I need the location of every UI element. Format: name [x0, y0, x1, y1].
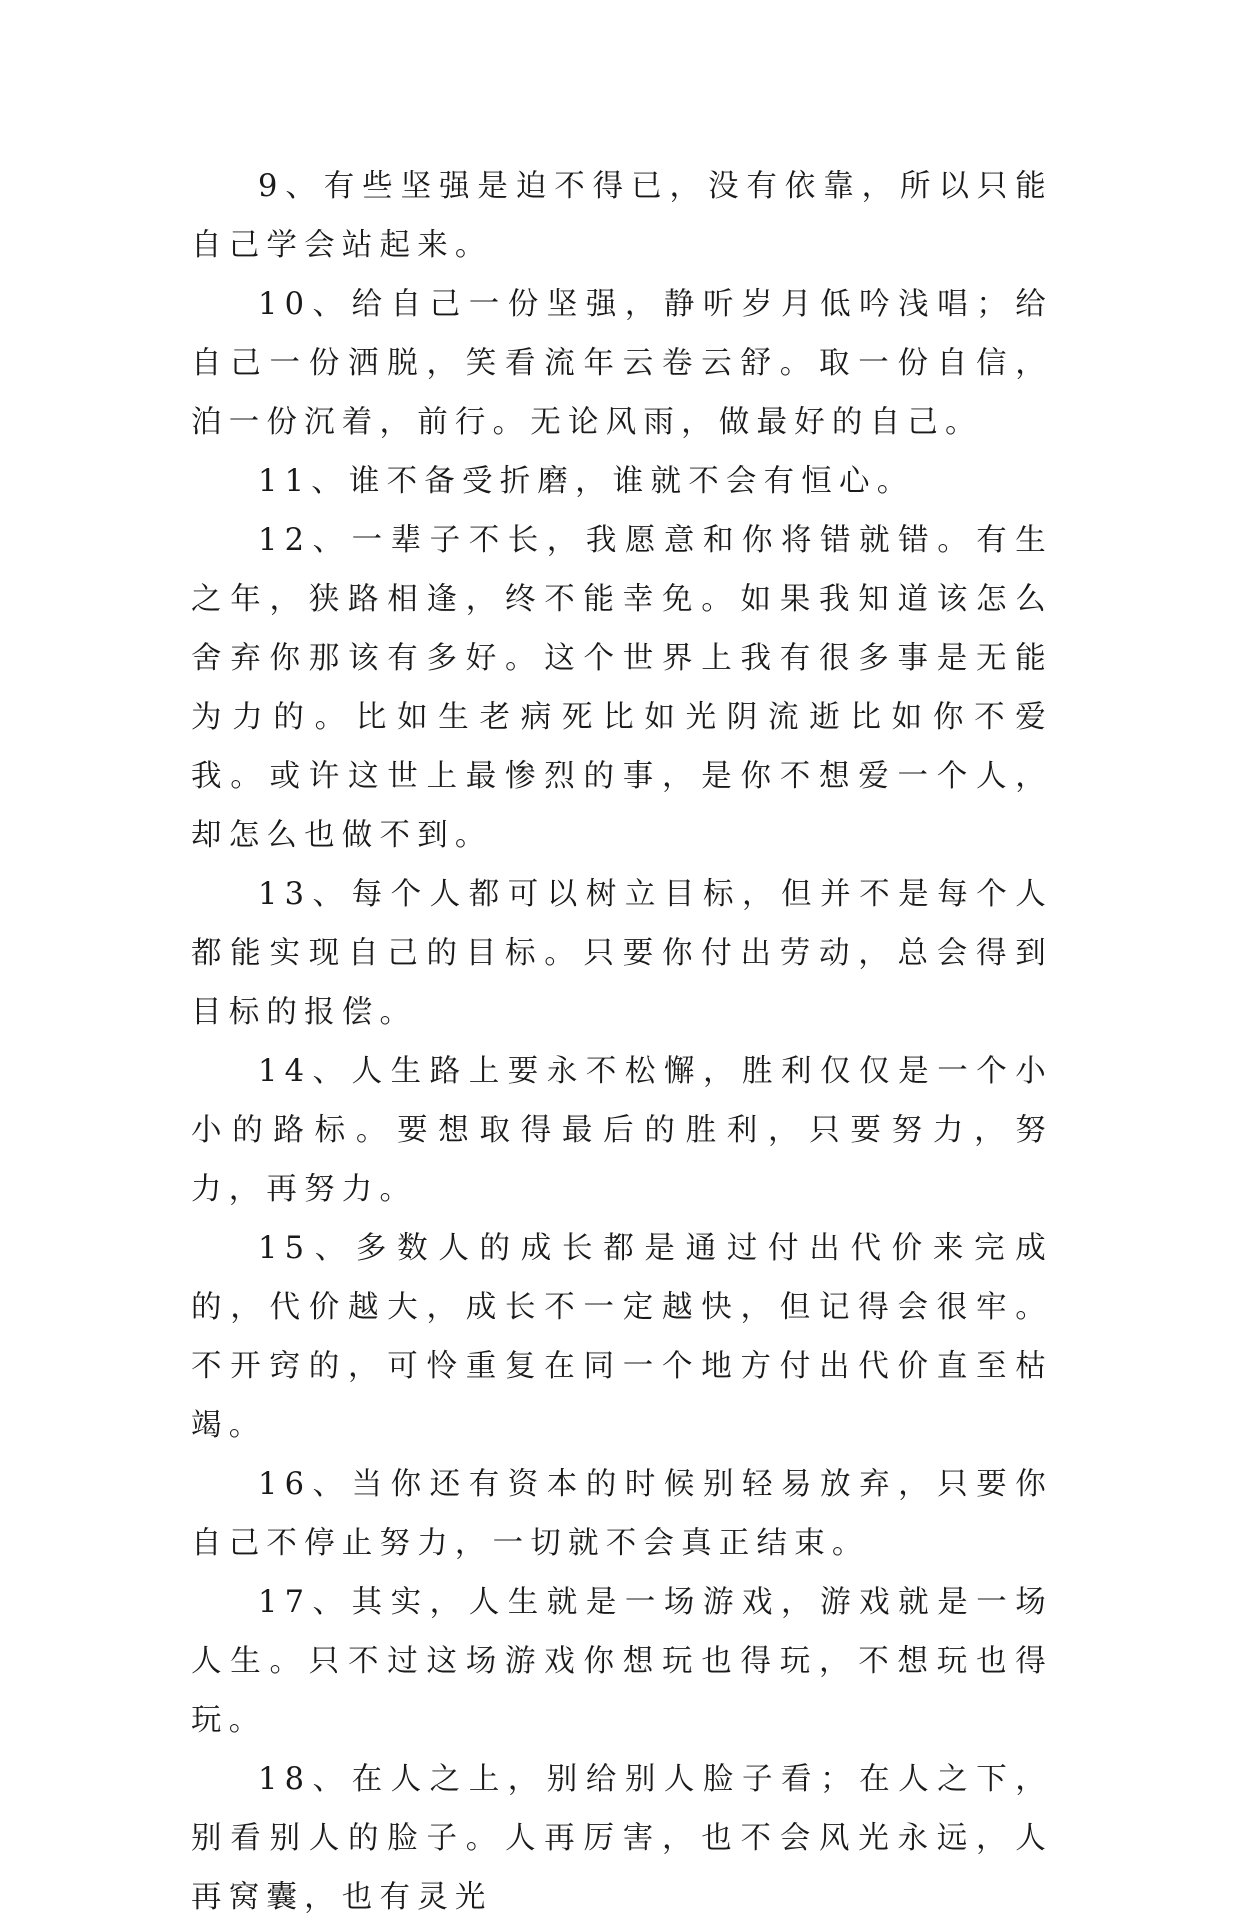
paragraph-16: 16、当你还有资本的时候别轻易放弃，只要你自己不停止努力，一切就不会真正结束。 — [191, 1467, 1053, 1561]
paragraph-10: 10、给自己一份坚强，静听岁月低吟浅唱；给自己一份洒脱，笑看流年云卷云舒。取一份自信，泊一份沉着，前行。无论风雨，做最好的自己。 — [191, 287, 1053, 440]
paragraph-14: 14、人生路上要永不松懈，胜利仅仅是一个小小的路标。要想取得最后的胜利，只要努力，努力，再努力。 — [191, 1054, 1053, 1207]
paragraph-11: 11、谁不备受折磨，谁就不会有恒心。 — [258, 464, 915, 499]
paragraph-13: 13、每个人都可以树立目标，但并不是每个人都能实现自己的目标。只要你付出劳动，总会得到目标的报偿。 — [191, 877, 1053, 1030]
paragraph-12: 12、一辈子不长，我愿意和你将错就错。有生之年，狭路相逢，终不能幸免。如果我知道该怎么舍弃你那该有多好。这个世界上我有很多事是无能为力的。比如生老病死比如光阴流逝比如你不爱我。或许这世上最惨烈的事，是你不想爱一个人，却怎么也做不到。 — [191, 523, 1053, 853]
document-body — [191, 157, 1053, 1927]
paragraph-17: 17、其实，人生就是一场游戏，游戏就是一场人生。只不过这场游戏你想玩也得玩，不想玩也得玩。 — [191, 1585, 1053, 1738]
paragraph-15: 15、多数人的成长都是通过付出代价来完成的，代价越大，成长不一定越快，但记得会很牢。不开窍的，可怜重复在同一个地方付出代价直至枯竭。 — [191, 1231, 1053, 1443]
paragraph-18: 18、在人之上，别给别人脸子看；在人之下，别看别人的脸子。人再厉害，也不会风光永远，人再窝囊，也有灵光 — [191, 1762, 1053, 1915]
paragraph-9: 9、有些坚强是迫不得已，没有依靠，所以只能自己学会站起来。 — [191, 169, 1053, 263]
